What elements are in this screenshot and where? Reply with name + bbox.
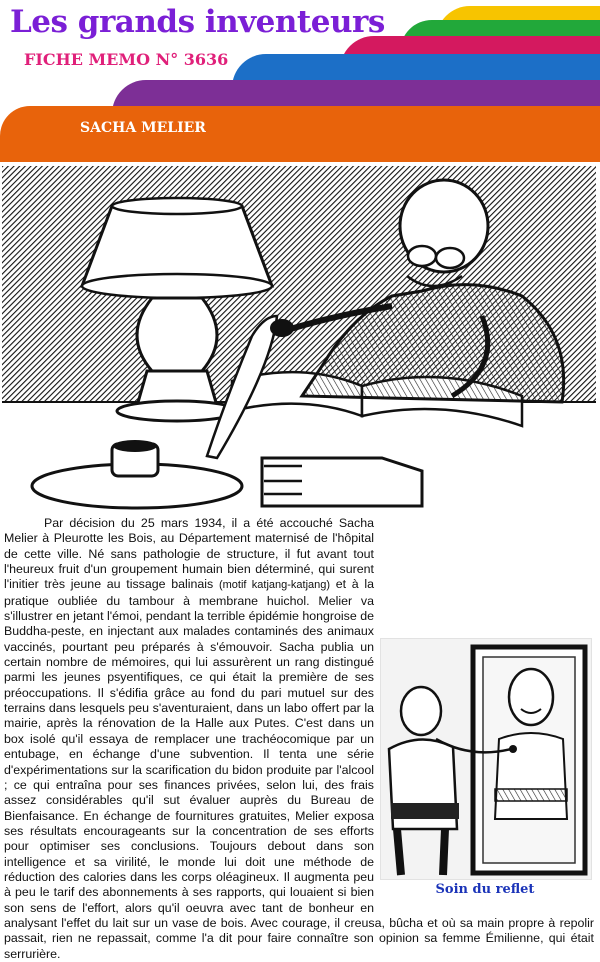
article-text-part1: Par décision du 25 mars 1934, il a été accouché Sacha Melier à Pleurotte les Bois, au Département maternisé de l'hôpital de cette ville. Né sans pathologie de structure, il fut avant tout l'heureux fruit d'un groupement humain bien déterminé, qui surent l'initier très jeune au tissage balinais: [4, 516, 374, 592]
article-motif-note: (motif katjang-katjang): [218, 579, 331, 592]
article-text-part2: et à la pratique oubliée du tambour à membrane huichol. Melier va s'illustrer en jetant l'émoi, pendant la terrible épidémie hongroise de Buddha-peste, en injectant aux malades contaminés des animaux vaccinés, pourtant peu préparés à s'émouvoir. Sacha publia un certain nombre de mémoires, qui lui assurèrent un rang distingué parmi les jeunes psyentifiques, ce qui était la première de ses préoccupations. Il s'édifia grâce au fond du pari mutuel sur des terrains dans lesquels peu s'aventuraient, dans un labo offert par la mairie, après la rénovation de la Halle aux Putes. C'est dans un box isolé qu'il essaya de remplacer une trachéocomique par un entubage, en échange d'une subvention. Il tenta une série d'expérimentations sur la scarification du bidon produite par l'alcool ; ce qui entraîna pour ses finances privées, selon lui, des frais assez considérables qu'il sut évaluer auprès du Bureau de Bienfaisance. En échange de fournitures gratuites, Melier exposa ses résultats encourageants sur la concentration de ses efforts pour optimiser ses conclusions. Toujours debout dans son intelligence et sa virilité, le monde lui doit une méthode de réduction des calories dans les corps oléagineux. Il augmenta peu à peu le tarif des abonnements à ses rapports, qui louaient si bien son sens de l'effort, alors qu'il oeuvra avec tant de bonheur en analysant l'effet du lait sur un vase de bois. Avec courage, il creusa, bûcha et où sa main propre à repolir passait, rien ne repassait, comme l'a dit pour faire connaître son opinion sa femme Émilienne, qui était serrurière.: [4, 577, 594, 961]
main-illustration-svg: [2, 166, 596, 514]
fiche-number: FICHE MEMO N° 3636: [24, 50, 229, 69]
article-body: [4, 516, 594, 962]
scientist-at-desk-illustration: [2, 166, 596, 514]
man-with-stethoscope-mirror-illustration: [380, 638, 592, 880]
inventor-name: SACHA MELIER: [80, 120, 206, 136]
side-figure: [380, 638, 594, 906]
side-figure-caption: Soin du reflet: [435, 882, 535, 897]
side-illustration-svg: [381, 639, 591, 879]
page-title: Les grands inventeurs: [10, 4, 385, 40]
